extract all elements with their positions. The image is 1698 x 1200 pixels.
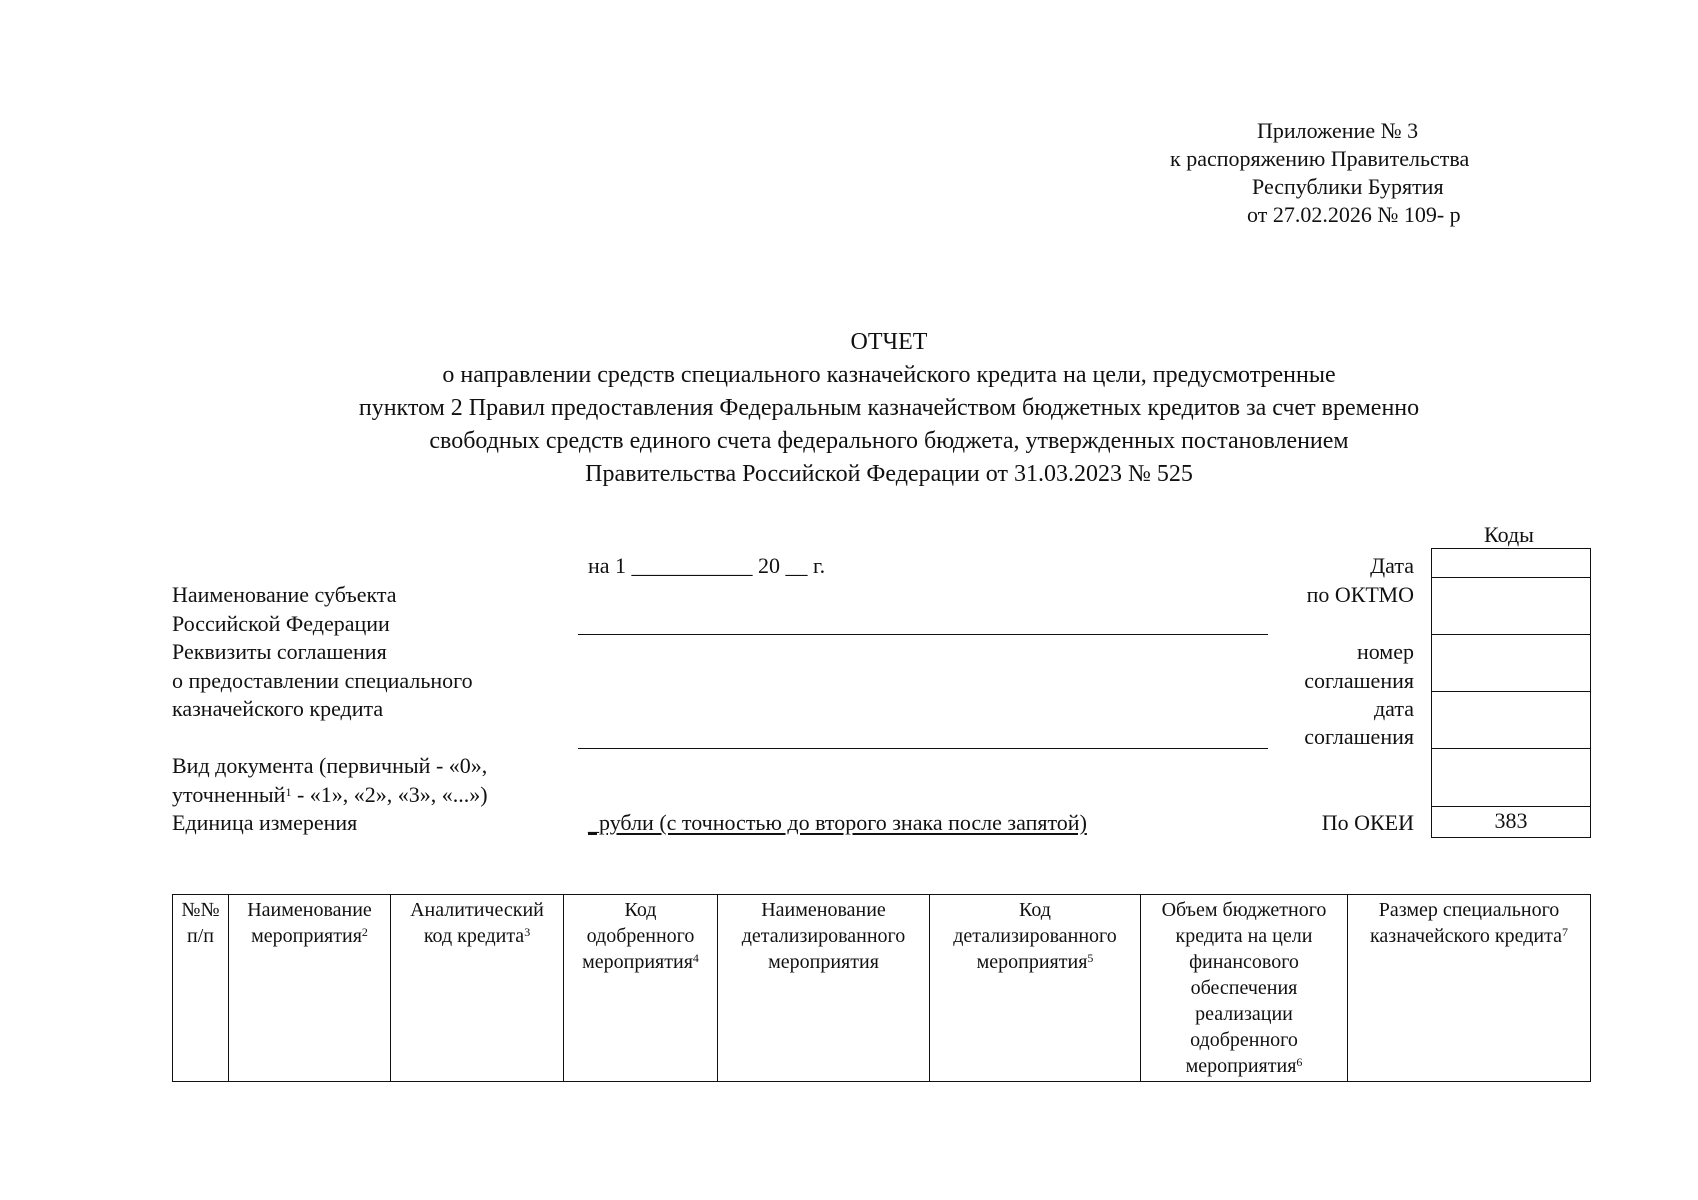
- col-detailed-name-header: Наименование детализированного мероприятия: [718, 895, 930, 1082]
- col-event-name-header: Наименование мероприятия$^2$: [229, 895, 391, 1082]
- footnote-7: 7: [1561, 925, 1568, 940]
- codes-cell-divider-4: [1432, 748, 1590, 749]
- oktmo-label: по ОКТМО: [1306, 582, 1414, 607]
- col-analytic-code-header: Аналитический код кредита$^3$: [391, 895, 564, 1082]
- unit-value: _рубли (с точностью до второго знака после запятой): [588, 810, 1087, 835]
- codes-cell-divider-3: [1432, 691, 1590, 692]
- appendix-line-1: Приложение № 3: [1257, 118, 1419, 143]
- report-heading: ОТЧЕТ: [850, 329, 928, 355]
- table-header-row: [173, 895, 1591, 1082]
- date-label: Дата: [1370, 553, 1414, 578]
- footnote-4: 4: [692, 951, 699, 966]
- footnote-3: 3: [524, 925, 531, 940]
- report-date-line: на 1 ___________ 20 __ г.: [588, 553, 826, 578]
- subject-label-1: Наименование субъекта: [172, 582, 397, 607]
- report-title-line-1: о направлении средств специального казначейского кредита на цели, предусмотренные: [442, 362, 1336, 388]
- unit-label: Единица измерения: [172, 810, 358, 835]
- subject-name-field[interactable]: [578, 634, 1268, 635]
- doctype-label-2-rest: - «1», «2», «3», «...»): [291, 782, 488, 807]
- okei-value: 383: [1494, 808, 1528, 833]
- doctype-label-2-text: уточненный: [172, 782, 286, 807]
- doctype-label-2: [172, 780, 488, 809]
- report-title-line-4: Правительства Российской Федерации от 31.03.2023 № 525: [585, 461, 1193, 487]
- codes-header: Коды: [1484, 522, 1534, 547]
- appendix-line-2: к распоряжению Правительства: [1170, 146, 1470, 171]
- col-budget-volume-header: Объем бюджетного кредита на цели финансового обеспечения реализации одобренного мероприятия$^6$: [1141, 895, 1348, 1082]
- codes-box: [1431, 548, 1591, 838]
- agreement-label-2: о предоставлении специального: [172, 668, 473, 693]
- appendix-block: [1170, 117, 1570, 229]
- agreement-details-field[interactable]: [578, 748, 1268, 749]
- col-approved-code-header: Код одобренного мероприятия$^4$: [564, 895, 718, 1082]
- report-table: [172, 894, 1591, 1082]
- report-title-line-3: свободных средств единого счета федерального бюджета, утвержденных постановлением: [429, 428, 1349, 454]
- col-detailed-code-header: Код детализированного мероприятия$^5$: [930, 895, 1141, 1082]
- footnote-6: 6: [1296, 1055, 1303, 1070]
- report-title-block: [0, 326, 1698, 491]
- agreement-number-label-1: номер: [1356, 639, 1414, 664]
- agreement-label-3: казначейского кредита: [172, 696, 384, 721]
- agreement-date-label-1: дата: [1373, 696, 1414, 721]
- codes-cell-divider-2: [1432, 634, 1590, 635]
- agreement-label-1: Реквизиты соглашения: [172, 639, 387, 664]
- appendix-line-3: Республики Бурятия: [1252, 174, 1444, 199]
- footnote-1: 1: [285, 784, 292, 799]
- agreement-date-label-2: соглашения: [1304, 724, 1414, 749]
- appendix-line-4: от 27.02.2026 № 109- р: [1247, 202, 1461, 227]
- footnote-5: 5: [1087, 951, 1094, 966]
- codes-cell-divider-1: [1432, 577, 1590, 578]
- report-title-line-2: пунктом 2 Правил предоставления Федеральным казначейством бюджетных кредитов за счет временно: [358, 395, 1420, 421]
- okei-label: По ОКЕИ: [1321, 810, 1414, 835]
- col-number-header: №№ п/п: [173, 895, 229, 1082]
- footnote-2: 2: [361, 925, 368, 940]
- agreement-number-label-2: соглашения: [1304, 668, 1414, 693]
- doctype-label-1: Вид документа (первичный - «0»,: [172, 753, 488, 778]
- subject-label-2: Российской Федерации: [172, 611, 390, 636]
- col-credit-size-header: Размер специального казначейского кредита$^7$: [1348, 895, 1591, 1082]
